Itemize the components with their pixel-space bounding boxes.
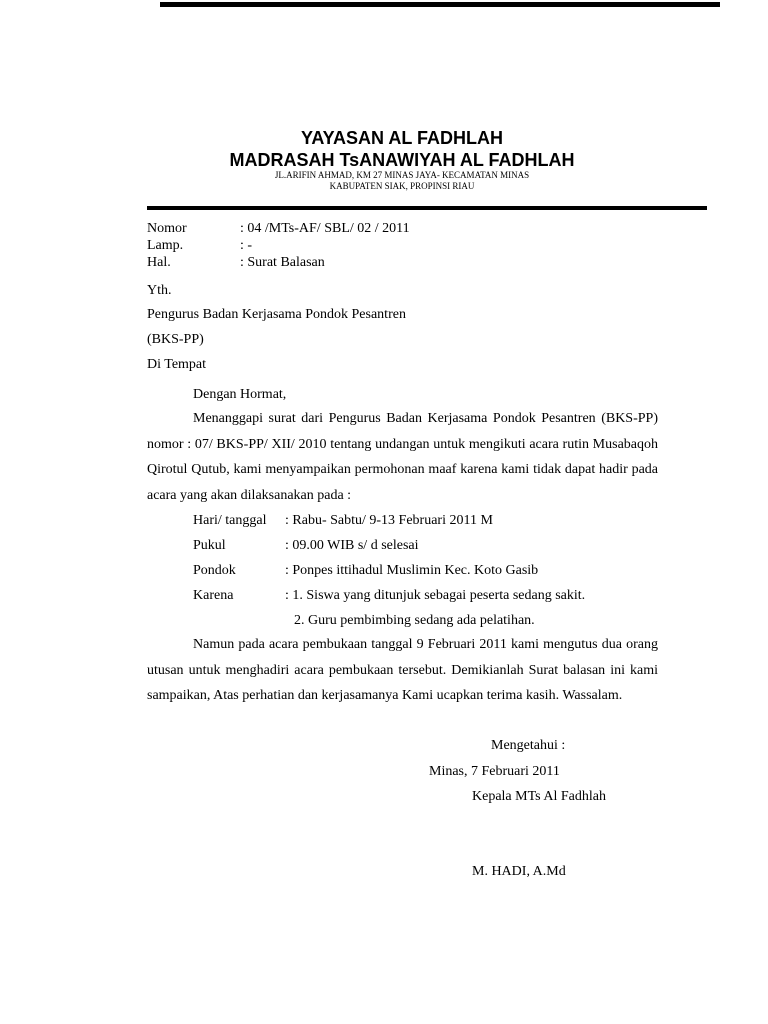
- meta-key: Hal.: [147, 255, 171, 270]
- detail-value: : Ponpes ittihadul Muslimin Kec. Koto Gasib: [285, 563, 539, 578]
- school-name: MADRASAH TsANAWIYAH AL FADHLAH: [229, 150, 575, 170]
- address-line-2: KABUPATEN SIAK, PROPINSI RIAU: [329, 181, 475, 191]
- body-paragraph-1: Menanggapi surat dari Pengurus Badan Kerjasama Pondok Pesantren (BKS-PP) nomor : 07/ BKS-PP/ XII/ 2010 tentang undangan untuk mengikuti acara rutin Musabaqoh Qirotul Qutub, kami menyampaikan permohonan maaf karena kami tidak dapat hadir pada acara yang akan dilaksanakan pada :: [147, 411, 658, 503]
- detail-key: Karena: [193, 588, 234, 603]
- detail-reason-2: 2. Guru pembimbing sedang ada pelatihan.: [294, 613, 535, 628]
- meta-value: : 04 /MTs-AF/ SBL/ 02 / 2011: [240, 221, 410, 236]
- meta-value: : -: [240, 238, 253, 253]
- signature-known: Mengetahui :: [491, 738, 566, 753]
- detail-key: Hari/ tanggal: [193, 513, 267, 528]
- signature-name: M. HADI, A.Md: [472, 864, 566, 879]
- meta-value: : Surat Balasan: [240, 255, 325, 270]
- address-line-1: JL.ARIFIN AHMAD, KM 27 MINAS JAYA- KECAMATAN MINAS: [274, 170, 530, 180]
- body-paragraph-2: Namun pada acara pembukaan tanggal 9 Februari 2011 kami mengutus dua orang utusan untuk menghadiri acara pembukaan tersebut. Demikianlah Surat balasan ini kami sampaikan, Atas perhatian dan kerjasamanya Kami ucapkan terima kasih. Wassalam.: [147, 637, 658, 703]
- recipient-abbr: (BKS-PP): [147, 332, 204, 347]
- signature-title: Kepala MTs Al Fadhlah: [472, 789, 606, 804]
- letterhead-divider: [147, 206, 707, 210]
- top-border-line: [160, 2, 720, 7]
- detail-key: Pukul: [193, 538, 226, 553]
- detail-value: : 09.00 WIB s/ d selesai: [285, 538, 419, 553]
- meta-key: Nomor: [147, 221, 187, 236]
- meta-key: Lamp.: [147, 238, 184, 253]
- signature-place-date: Minas, 7 Februari 2011: [429, 764, 560, 779]
- foundation-name: YAYASAN AL FADHLAH: [300, 128, 504, 148]
- recipient-place: Di Tempat: [147, 357, 207, 372]
- detail-key: Pondok: [193, 563, 236, 578]
- recipient-yth: Yth.: [147, 283, 172, 298]
- recipient-org: Pengurus Badan Kerjasama Pondok Pesantren: [147, 307, 406, 322]
- greeting: Dengan Hormat,: [193, 387, 287, 402]
- detail-value: : 1. Siswa yang ditunjuk sebagai peserta sedang sakit.: [285, 588, 586, 603]
- detail-value: : Rabu- Sabtu/ 9-13 Februari 2011 M: [285, 513, 493, 528]
